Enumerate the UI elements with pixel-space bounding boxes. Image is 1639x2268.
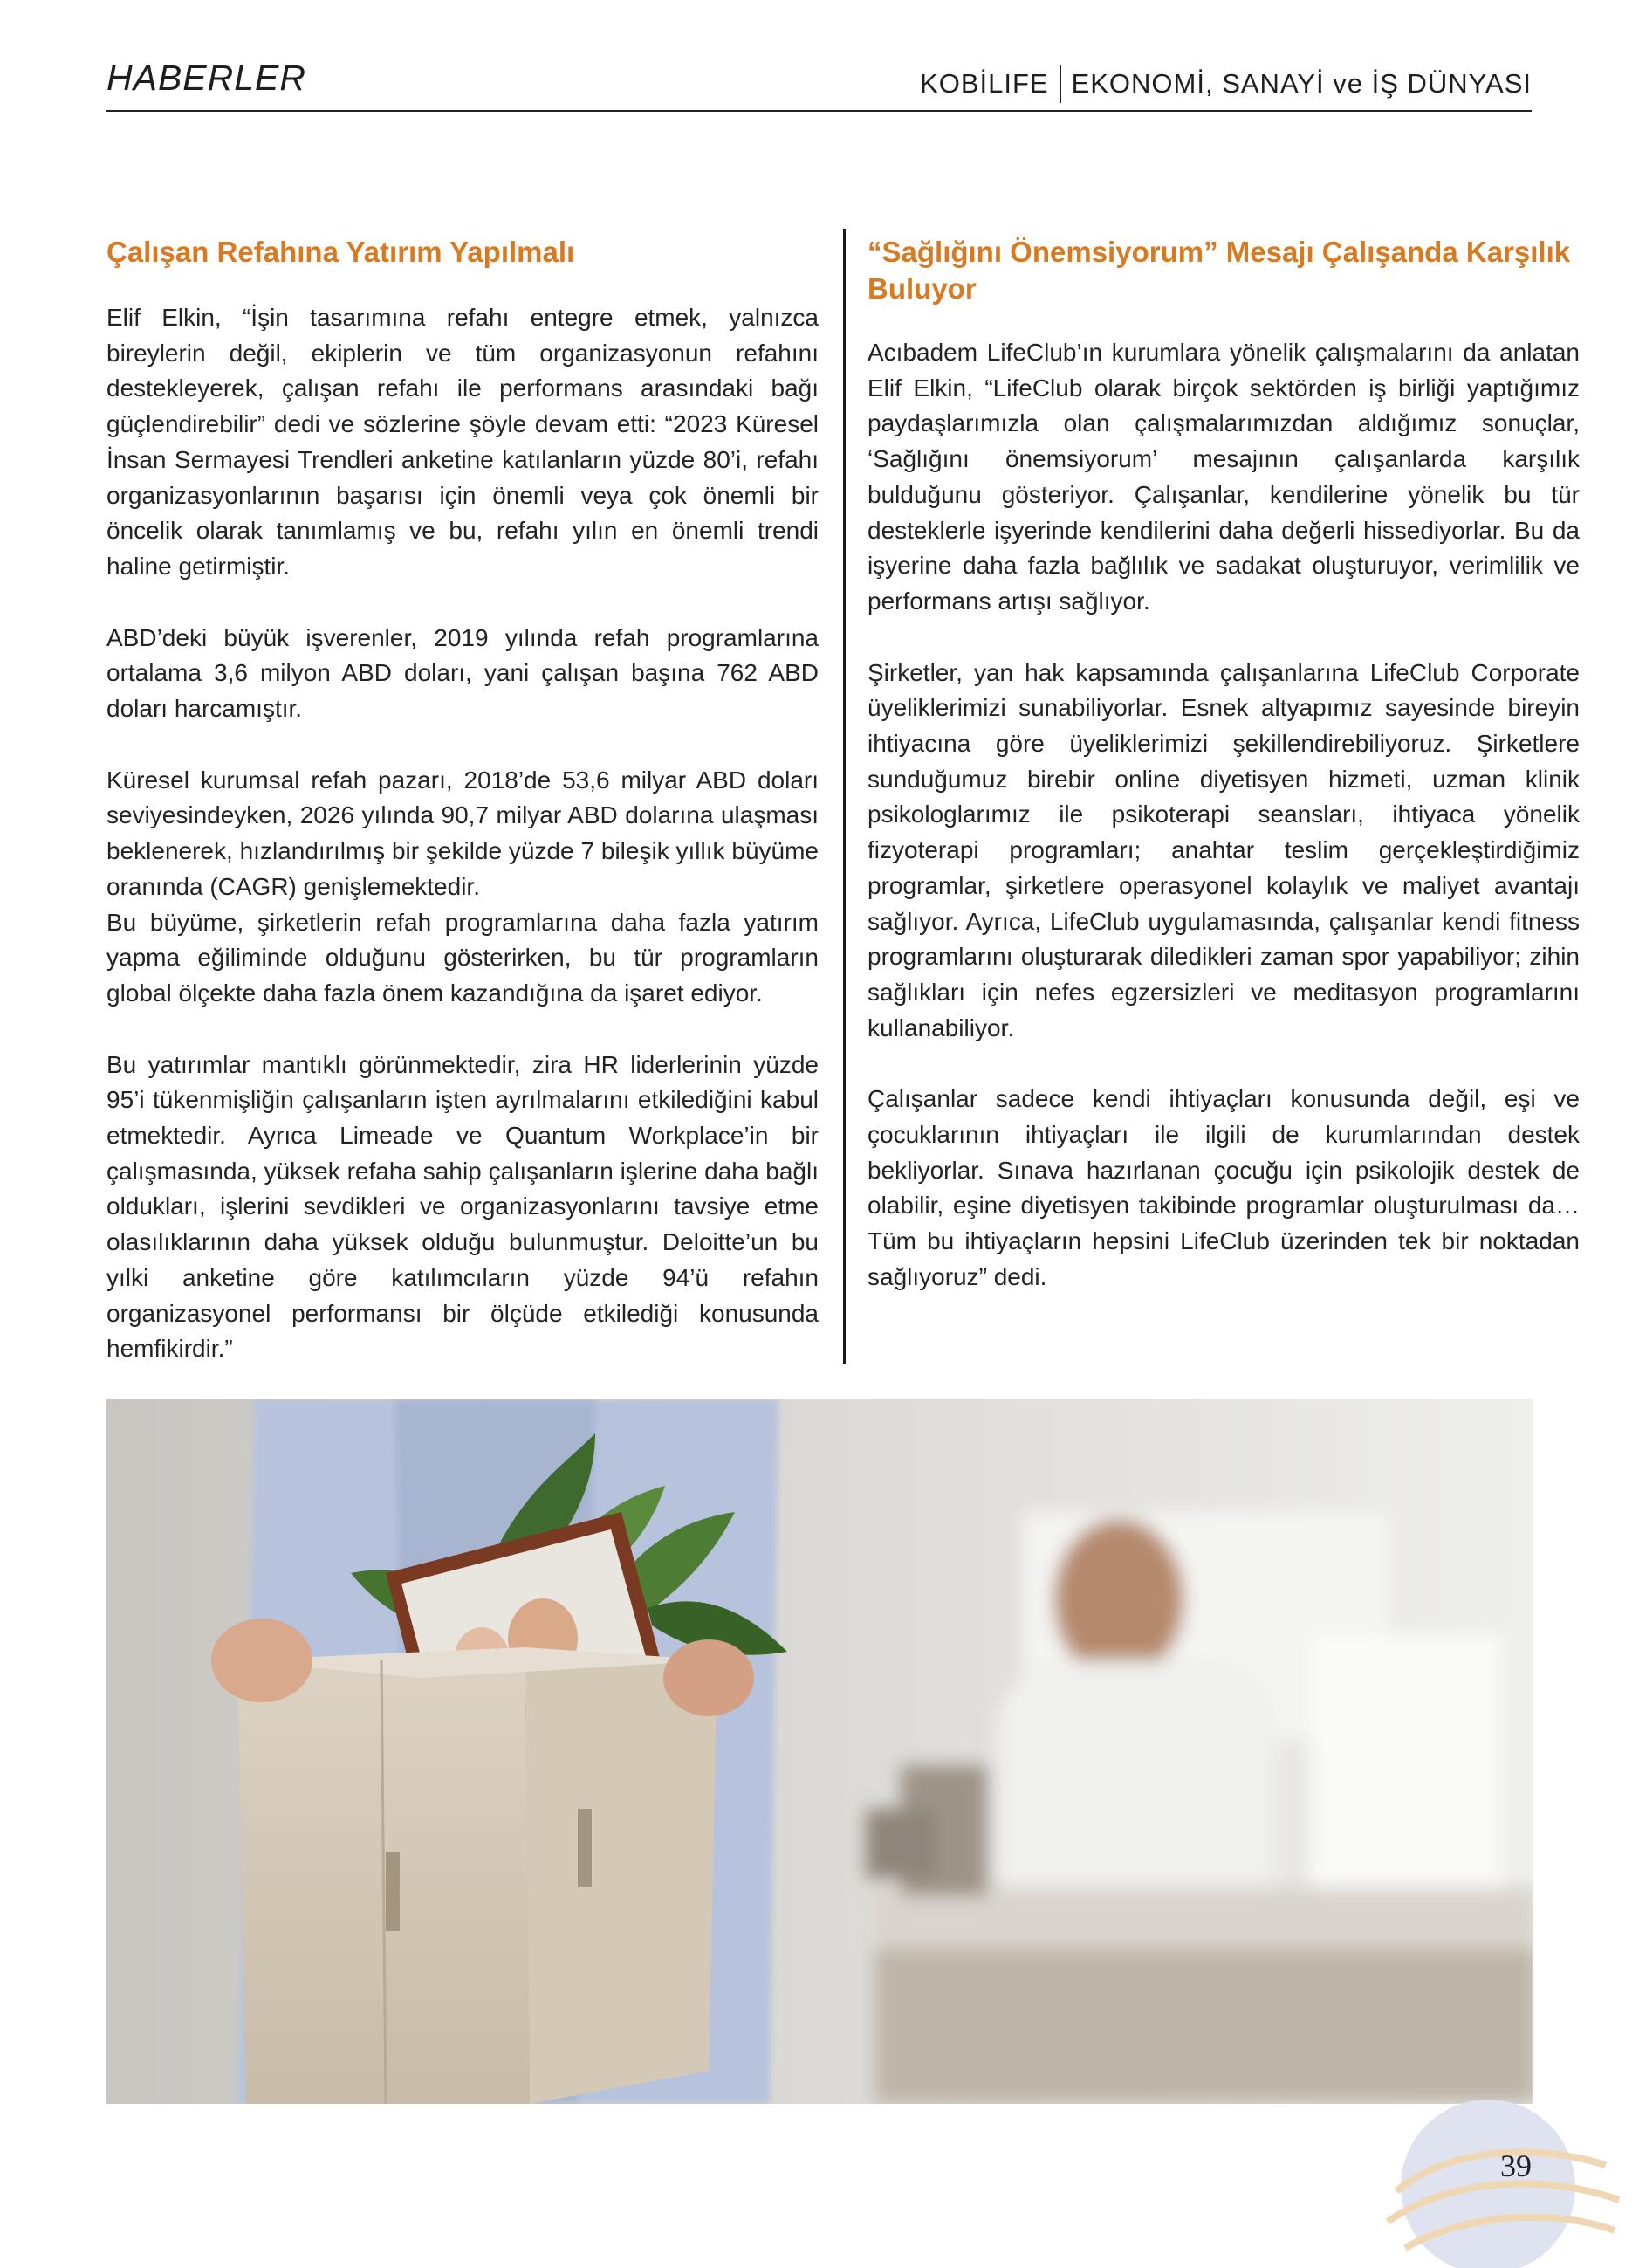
left-column [106, 234, 819, 1403]
right-heading: “Sağlığını Önemsiyorum” Mesajı Çalışanda Karşılık Buluyor [868, 236, 1571, 305]
right-column [868, 234, 1580, 1331]
office-photo [106, 1399, 1533, 2104]
left-paragraph-3: Küresel kurumsal refah pazarı, 2018’de 53,6 milyar ABD doları seviyesindeyken, 2026 yılında 90,7 milyar ABD dolarına ulaşması beklenerek, hızlandırılmış bir şekilde yüzde 7 bileşik yıllık büyüme oranında (CAGR) genişlemektedir. [106, 766, 819, 900]
section-title: HABERLER [106, 58, 307, 98]
header-rule [106, 110, 1532, 112]
left-paragraph-1: Elif Elkin, “İşin tasarımına refahı entegre etmek, yalnızca bireylerin değil, ekiplerin ve tüm organizasyonun refahını destekleyerek, çalışan refahı ile performans arasındaki bağı güçlendirebilir” dedi ve sözlerine şöyle devam etti: “2023 Küresel İnsan Sermayesi Trendleri anketine katılanların yüzde 80’i, refahı organizasyonlarının başarısı için önemli veya çok önemli bir öncelik olarak tanımlamış ve bu, refahı yılın en önemli trendi haline getirmiştir. [106, 304, 819, 580]
left-paragraph-5: Bu yatırımlar mantıklı görünmektedir, zira HR liderlerinin yüzde 95’i tükenmişliğin çalışanların işten ayrılmalarını etkilediğini kabul etmektedir. Ayrıca Limeade ve Quantum Workplace’in bir çalışmasında, yüksek refaha sahip çalışanların işlerine daha bağlı oldukları, işlerini sevdikleri ve organizasyonlarını tavsiye etme olasılıklarının daha yüksek olduğu bulunmuştur. Deloitte’un bu yılki anketine göre katılımcıların yüzde 94’ü refahın organizasyonel performansı bir ölçüde etkilediği konusunda hemfikirdir.” [106, 1050, 819, 1363]
brand-name: KOBİLIFE [920, 68, 1049, 99]
right-paragraph-2: Şirketler, yan hak kapsamında çalışanlarına LifeClub Corporate üyeliklerimizi sunabiliyorlar. Esnek altyapımız sayesinde bireyin ihtiyacına göre üyeliklerimizi şekillendirebiliyoruz. Şirketlere sunduğumuz birebir online diyetisyen hizmeti, uzman klinik psikologlarımız ile psikoterapi seansları, ihtiyaca yönelik fizyoterapi programları; anahtar teslim gerçekleştirdiğimiz programlar, şirketlere operasyonel kolaylık ve maliyet avantajı sağlıyor. Ayrıca, LifeClub uygulamasında, çalışanlar kendi fitness programlarını oluşturarak diledikleri zaman spor yapabiliyor; zihin sağlıkları için nefes egzersizleri ve meditasyon programlarını kullanabiliyor. [868, 658, 1580, 1041]
left-paragraph-2: ABD’deki büyük işverenler, 2019 yılında refah programlarına ortalama 3,6 milyon ABD doları, yani çalışan başına 762 ABD doları harcamıştır. [106, 623, 819, 723]
column-divider [843, 229, 846, 1364]
left-heading: Çalışan Refahına Yatırım Yapılmalı [106, 236, 575, 268]
page-number: 39 [1500, 2148, 1532, 2183]
right-paragraph-3: Çalışanlar sadece kendi ihtiyaçları konusunda değil, eşi ve çocuklarının ihtiyaçları ile ilgili de kurumlarından destek bekliyorlar. Sınava hazırlanan çocuğu için psikolojik destek de olabilir, eşine diyetisyen takibinde programlar oluşturulması da… Tüm bu ihtiyaçların hepsini LifeClub üzerinden tek bir noktadan sağlıyoruz” dedi. [868, 1085, 1580, 1290]
office-photo-illustration [106, 1399, 1533, 2104]
right-paragraph-1: Acıbadem LifeClub’ın kurumlara yönelik çalışmalarını da anlatan Elif Elkin, “LifeClub olarak birçok sektörden iş birliği yaptığımız paydaşlarımızla olan çalışmalarımızdan aldığımız sonuçlar, ‘Sağlığını önemsiyorum’ mesajının çalışanlarda karşılık bulduğunu gösteriyor. Çalışanlar, kendilerine yönelik bu tür desteklerle işyerinde kendilerini daha değerli hissediyorlar. Bu da işyerine daha fazla bağlılık ve sadakat oluşturuyor, verimlilik ve performans artışı sağlıyor. [868, 339, 1580, 615]
publication-header [920, 65, 1532, 103]
left-paragraph-4: Bu büyüme, şirketlerin refah programlarına daha fazla yatırım yapma eğiliminde olduğunu gösterirken, bu tür programların global ölçekte daha fazla önem kazandığına da işaret ediyor. [106, 908, 819, 1007]
header-separator [1060, 65, 1061, 103]
category-name: EKONOMİ, SANAYİ ve İŞ DÜNYASI [1071, 68, 1532, 99]
cardboard-box [237, 1647, 717, 2104]
